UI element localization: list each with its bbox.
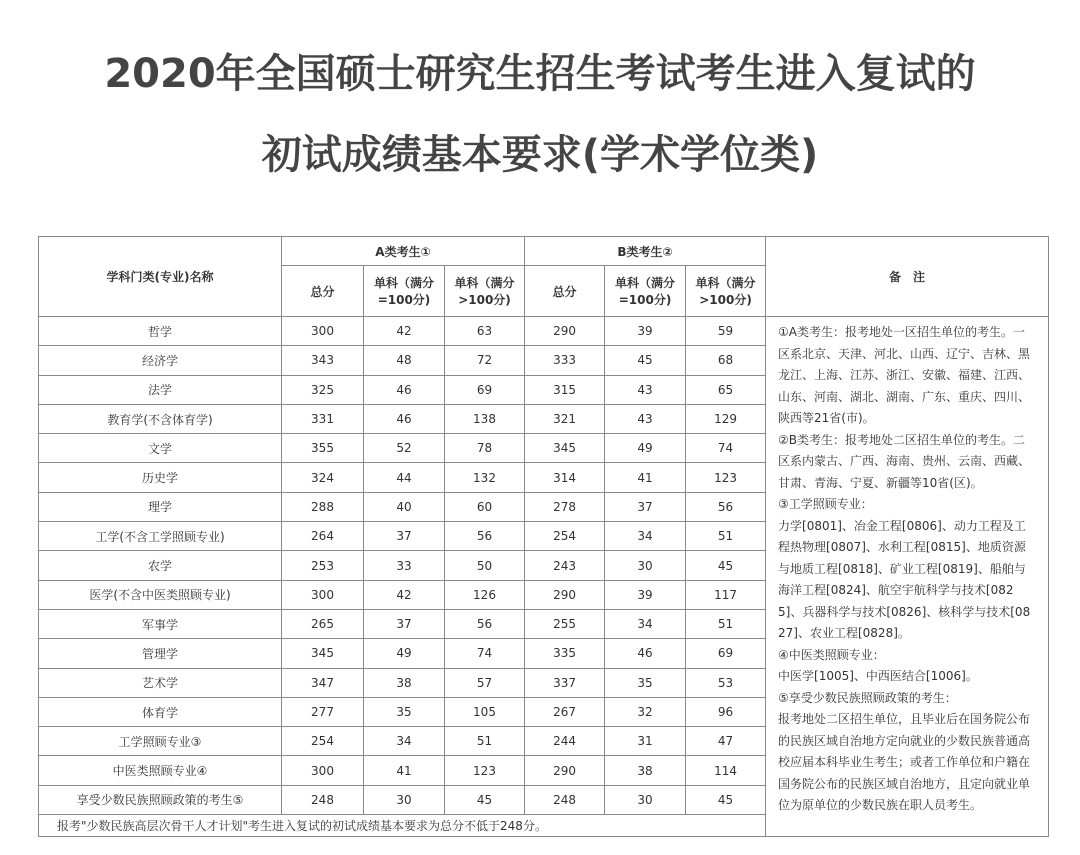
b-single-over100-cell: 51 xyxy=(686,522,766,551)
a-single100-cell: 44 xyxy=(364,463,445,492)
table-row xyxy=(39,317,1049,346)
a-total-cell: 264 xyxy=(282,522,364,551)
a-single-over100-cell: 57 xyxy=(445,668,525,697)
a-total-cell: 277 xyxy=(282,697,364,726)
a-single-over100-cell: 74 xyxy=(445,639,525,668)
b-total-cell: 290 xyxy=(525,317,605,346)
b-single100-cell: 43 xyxy=(605,404,686,433)
a-single-over100-cell: 50 xyxy=(445,551,525,580)
header-subject: 学科门类(专业)名称 xyxy=(39,237,282,317)
subject-name: 管理学 xyxy=(39,639,282,668)
b-single100-cell: 35 xyxy=(605,668,686,697)
b-single100-cell: 30 xyxy=(605,551,686,580)
note-paragraph: ①A类考生：报考地处一区招生单位的考生。一区系北京、天津、河北、山西、辽宁、吉林、黑龙江、上海、江苏、浙江、安徽、福建、江西、山东、河南、湖北、湖南、广东、重庆、四川、陕西等21省(市)。 xyxy=(778,325,1031,425)
b-single100-cell: 34 xyxy=(605,522,686,551)
b-single-over100-cell: 47 xyxy=(686,727,766,756)
a-single-over100-cell: 63 xyxy=(445,317,525,346)
subject-name: 哲学 xyxy=(39,317,282,346)
subject-name: 经济学 xyxy=(39,346,282,375)
b-single-over100-cell: 114 xyxy=(686,756,766,785)
b-single-over100-cell: 74 xyxy=(686,434,766,463)
a-single-over100-cell: 78 xyxy=(445,434,525,463)
a-single100-cell: 48 xyxy=(364,346,445,375)
subject-name: 教育学(不含体育学) xyxy=(39,404,282,433)
subject-name: 理学 xyxy=(39,492,282,521)
b-total-cell: 278 xyxy=(525,492,605,521)
subject-name: 中医类照顾专业④ xyxy=(39,756,282,785)
notes-cell xyxy=(766,317,1049,837)
b-total-cell: 314 xyxy=(525,463,605,492)
a-single-over100-cell: 45 xyxy=(445,785,525,814)
b-total-cell: 345 xyxy=(525,434,605,463)
a-single-over100-cell: 72 xyxy=(445,346,525,375)
a-total-cell: 300 xyxy=(282,317,364,346)
a-single100-cell: 37 xyxy=(364,609,445,638)
page-title-line-2: 初试成绩基本要求(学术学位类) xyxy=(261,132,819,178)
b-single-over100-cell: 45 xyxy=(686,785,766,814)
page-title-line-1: 2020年全国硕士研究生招生考试考生进入复试的 xyxy=(104,51,976,97)
a-total-cell: 300 xyxy=(282,580,364,609)
note-paragraph: ④中医类照顾专业： xyxy=(778,647,885,662)
header-group-b: B类考生② xyxy=(525,237,766,266)
b-total-cell: 248 xyxy=(525,785,605,814)
b-total-cell: 337 xyxy=(525,668,605,697)
a-total-cell: 345 xyxy=(282,639,364,668)
a-single100-cell: 34 xyxy=(364,727,445,756)
b-single100-cell: 43 xyxy=(605,375,686,404)
b-single-over100-cell: 68 xyxy=(686,346,766,375)
subject-name: 历史学 xyxy=(39,463,282,492)
subject-name: 享受少数民族照顾政策的考生⑤ xyxy=(39,785,282,814)
a-total-cell: 324 xyxy=(282,463,364,492)
a-single-over100-cell: 69 xyxy=(445,375,525,404)
b-single-over100-cell: 123 xyxy=(686,463,766,492)
a-single100-cell: 46 xyxy=(364,404,445,433)
b-total-cell: 321 xyxy=(525,404,605,433)
subject-name: 文学 xyxy=(39,434,282,463)
b-single100-cell: 32 xyxy=(605,697,686,726)
b-single100-cell: 38 xyxy=(605,756,686,785)
a-single100-cell: 33 xyxy=(364,551,445,580)
a-single-over100-cell: 56 xyxy=(445,522,525,551)
b-single100-cell: 37 xyxy=(605,492,686,521)
a-total-cell: 343 xyxy=(282,346,364,375)
score-table xyxy=(38,236,1049,837)
b-total-cell: 290 xyxy=(525,756,605,785)
a-single-over100-cell: 60 xyxy=(445,492,525,521)
note-paragraph: ⑤享受少数民族照顾政策的考生： xyxy=(778,690,957,705)
b-total-cell: 290 xyxy=(525,580,605,609)
b-single-over100-cell: 51 xyxy=(686,609,766,638)
b-single-over100-cell: 65 xyxy=(686,375,766,404)
b-single100-cell: 31 xyxy=(605,727,686,756)
b-total-cell: 243 xyxy=(525,551,605,580)
b-single-over100-cell: 96 xyxy=(686,697,766,726)
b-single-over100-cell: 129 xyxy=(686,404,766,433)
b-single-over100-cell: 45 xyxy=(686,551,766,580)
header-b-total: 总分 xyxy=(525,266,605,317)
b-single100-cell: 46 xyxy=(605,639,686,668)
a-single100-cell: 46 xyxy=(364,375,445,404)
a-single100-cell: 30 xyxy=(364,785,445,814)
header-b-single-over100: 单科（满分>100分) xyxy=(686,266,766,317)
a-single-over100-cell: 51 xyxy=(445,727,525,756)
b-single100-cell: 39 xyxy=(605,317,686,346)
score-table-body xyxy=(39,317,1049,837)
header-a-single100: 单科（满分=100分) xyxy=(364,266,445,317)
b-single-over100-cell: 53 xyxy=(686,668,766,697)
a-single100-cell: 41 xyxy=(364,756,445,785)
b-total-cell: 267 xyxy=(525,697,605,726)
header-a-single-over100: 单科（满分>100分) xyxy=(445,266,525,317)
note-paragraph: 报考地处二区招生单位，且毕业后在国务院公布的民族区域自治地方定向就业的少数民族普通高校应届本科毕业生考生；或者工作单位和户籍在国务院公布的民族区域自治地方，且定向就业单位为原单位的少数民族在职人员考生。 xyxy=(778,712,1031,812)
a-total-cell: 355 xyxy=(282,434,364,463)
b-total-cell: 333 xyxy=(525,346,605,375)
footnote: 报考"少数民族高层次骨干人才计划"考生进入复试的初试成绩基本要求为总分不低于248分。 xyxy=(39,815,766,837)
a-single100-cell: 49 xyxy=(364,639,445,668)
b-single-over100-cell: 59 xyxy=(686,317,766,346)
subject-name: 体育学 xyxy=(39,697,282,726)
b-total-cell: 315 xyxy=(525,375,605,404)
a-single-over100-cell: 132 xyxy=(445,463,525,492)
subject-name: 艺术学 xyxy=(39,668,282,697)
b-total-cell: 254 xyxy=(525,522,605,551)
a-single-over100-cell: 138 xyxy=(445,404,525,433)
a-single-over100-cell: 56 xyxy=(445,609,525,638)
a-total-cell: 347 xyxy=(282,668,364,697)
a-single100-cell: 52 xyxy=(364,434,445,463)
note-paragraph: ③工学照顾专业： xyxy=(778,497,873,511)
a-single-over100-cell: 126 xyxy=(445,580,525,609)
b-single-over100-cell: 69 xyxy=(686,639,766,668)
note-paragraph: 力学[0801]、冶金工程[0806]、动力工程及工程热物理[0807]、水利工程[0815]、地质资源与地质工程[0818]、矿业工程[0819]、船舶与海洋工程[0824]、航空宇航科学与技术[0825]、兵器科学与技术[0826]、核科学与技术[0827]、农业工程[0828]。 xyxy=(778,518,1031,640)
b-single-over100-cell: 56 xyxy=(686,492,766,521)
header-b-single100: 单科（满分=100分) xyxy=(605,266,686,317)
a-total-cell: 300 xyxy=(282,756,364,785)
a-total-cell: 248 xyxy=(282,785,364,814)
b-single100-cell: 41 xyxy=(605,463,686,492)
subject-name: 医学(不含中医类照顾专业) xyxy=(39,580,282,609)
a-single100-cell: 38 xyxy=(364,668,445,697)
b-total-cell: 244 xyxy=(525,727,605,756)
header-group-a: A类考生① xyxy=(282,237,525,266)
b-single100-cell: 45 xyxy=(605,346,686,375)
b-single100-cell: 49 xyxy=(605,434,686,463)
a-single100-cell: 37 xyxy=(364,522,445,551)
a-single100-cell: 42 xyxy=(364,580,445,609)
b-single-over100-cell: 117 xyxy=(686,580,766,609)
subject-name: 法学 xyxy=(39,375,282,404)
a-total-cell: 265 xyxy=(282,609,364,638)
a-total-cell: 331 xyxy=(282,404,364,433)
b-single100-cell: 39 xyxy=(605,580,686,609)
b-total-cell: 335 xyxy=(525,639,605,668)
a-single-over100-cell: 105 xyxy=(445,697,525,726)
subject-name: 农学 xyxy=(39,551,282,580)
a-total-cell: 325 xyxy=(282,375,364,404)
a-single100-cell: 40 xyxy=(364,492,445,521)
header-notes: 备 注 xyxy=(766,237,1049,317)
subject-name: 军事学 xyxy=(39,609,282,638)
a-total-cell: 254 xyxy=(282,727,364,756)
a-single-over100-cell: 123 xyxy=(445,756,525,785)
header-a-total: 总分 xyxy=(282,266,364,317)
a-single100-cell: 42 xyxy=(364,317,445,346)
b-single100-cell: 34 xyxy=(605,609,686,638)
subject-name: 工学照顾专业③ xyxy=(39,727,282,756)
b-total-cell: 255 xyxy=(525,609,605,638)
subject-name: 工学(不含工学照顾专业) xyxy=(39,522,282,551)
note-paragraph: ②B类考生：报考地处二区招生单位的考生。二区系内蒙古、广西、海南、贵州、云南、西藏、甘肃、青海、宁夏、新疆等10省(区)。 xyxy=(778,432,1031,490)
a-total-cell: 288 xyxy=(282,492,364,521)
note-paragraph: 中医学[1005]、中西医结合[1006]。 xyxy=(778,669,978,683)
a-single100-cell: 35 xyxy=(364,697,445,726)
a-total-cell: 253 xyxy=(282,551,364,580)
b-single100-cell: 30 xyxy=(605,785,686,814)
